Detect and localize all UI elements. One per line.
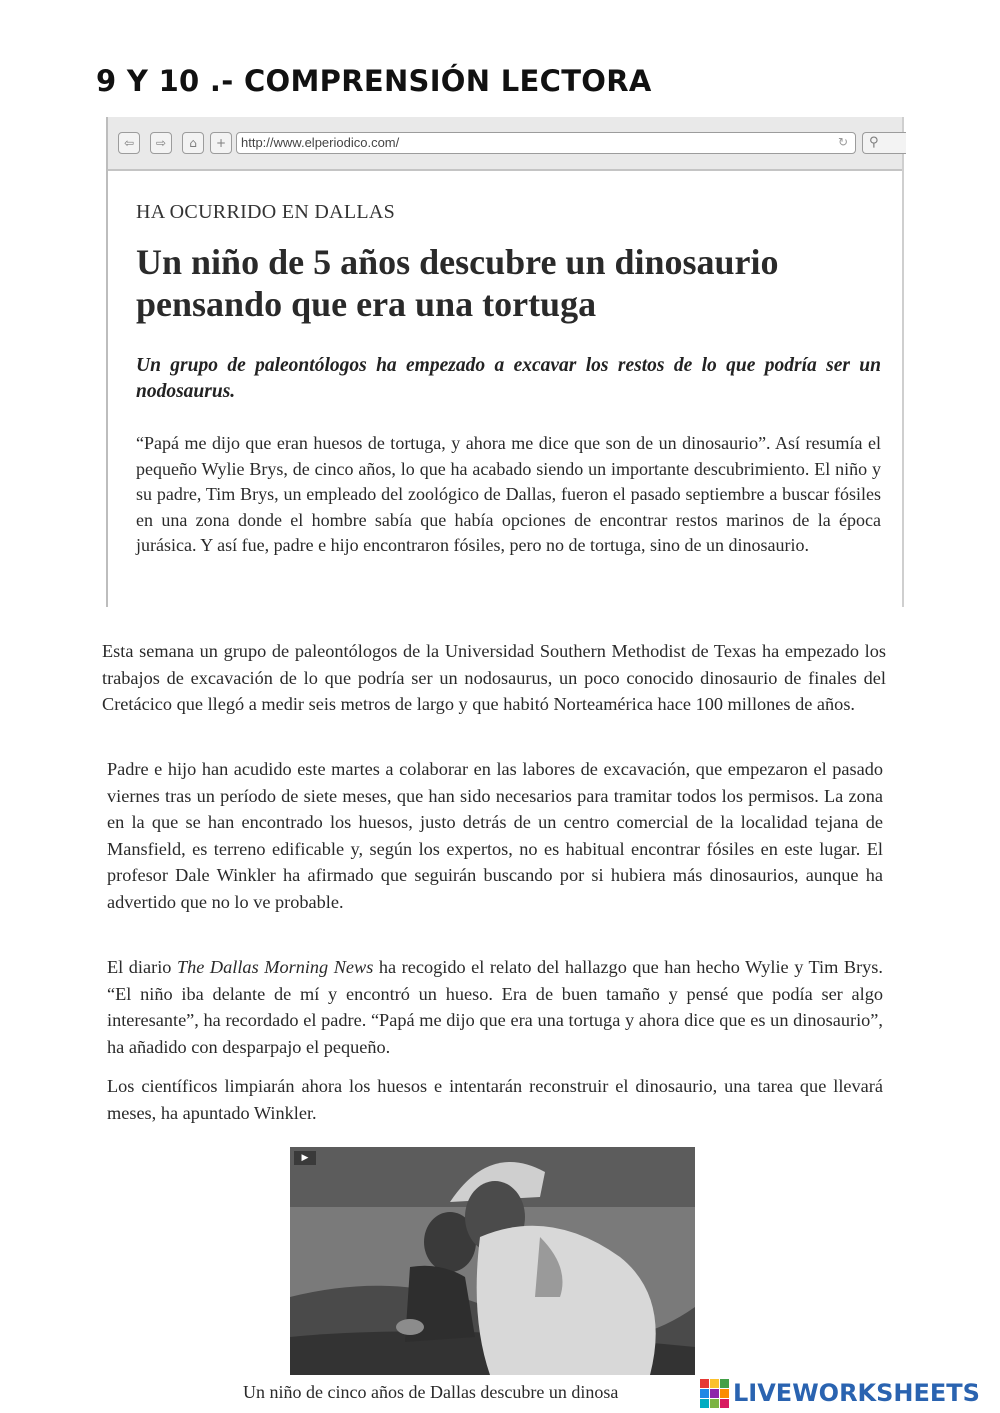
body-paragraph-1: Esta semana un grupo de paleontólogos de la Universidad Southern Methodist de Texas ha empezado los trabajos de excavación de lo que podría ser un nodosaurus, un poco conocido dinosaurio de finales del Cretácico que llegó a medir seis metros de largo y que habitó Norteamérica hace 100 millones de años. [102, 641, 886, 714]
logo-square [700, 1389, 709, 1398]
logo-square [720, 1379, 729, 1388]
logo-square [700, 1379, 709, 1388]
article-lead-paragraph: “Papá me dijo que eran huesos de tortuga, y ahora me dice que son de un dinosaurio”. Así resumía el pequeño Wylie Brys, de cinco años, lo que ha acabado siendo un importante descubrimiento. El niño y su padre, Tim Brys, un empleado del zoológico de Dallas, fueron el pasado septiembre a buscar fósiles en una zona donde el hombre sabía que había opciones de encontrar restos marinos de la época jurásica. Y así fue, padre e hijo encontraron fósiles, pero no de tortuga, sino de un dinosaurio. [136, 433, 881, 556]
article-photo [290, 1147, 695, 1375]
search-icon[interactable]: ⚲ [862, 132, 906, 154]
logo-square [710, 1399, 719, 1408]
newspaper-name: The Dallas Morning News [176, 957, 374, 977]
p3-text-before: El diario [107, 957, 177, 977]
logo-square [720, 1399, 729, 1408]
logo-square [700, 1399, 709, 1408]
p3-text-after: ha recogido el relato del hallazgo que han hecho Wylie y Tim Brys. “El niño iba delante de mí y encontró un hueso. Era de buen tamaño y pensé que podía ser algo interesante”, ha recordado el padre. “Papá me dijo que era una tortuga y ahora dice que es un dinosaurio”, ha añadido con desparpajo el pequeño. [107, 957, 883, 1057]
address-bar[interactable] [236, 132, 856, 154]
back-arrow-icon[interactable]: ⇦ [118, 132, 140, 154]
play-icon[interactable]: ▶ [294, 1151, 316, 1165]
article-subhead: Un grupo de paleontólogos ha empezado a excavar los restos de lo que podría ser un nodosaurus. [136, 355, 881, 402]
liveworksheets-watermark [700, 1376, 984, 1410]
logo-square [710, 1379, 719, 1388]
photo-caption: Un niño de cinco años de Dallas descubre un dinosa [243, 1382, 619, 1402]
url-text: http://www.elperiodico.com/ [241, 135, 400, 150]
browser-toolbar [108, 117, 902, 171]
browser-window [106, 117, 904, 607]
watermark-text: LIVEWORKSHEETS [733, 1379, 980, 1407]
logo-square [710, 1389, 719, 1398]
add-icon[interactable]: + [210, 132, 232, 154]
body-paragraph-3 [107, 954, 883, 1060]
body-paragraph-2: Padre e hijo han acudido este martes a colaborar en las labores de excavación, que empezaron el pasado viernes tras un período de siete meses, que han sido necesarios para tramitar todos los permisos. La zona en la que se han encontrado los huesos, justo detrás de un centro comercial de la localidad tejana de Mansfield, es terreno edificable y, según los expertos, no es habitual encontrar fósiles en este lugar. El profesor Dale Winkler ha afirmado que seguirán buscando por si hubiera más dinosaurios, aunque ha advertido que no lo ve probable. [107, 759, 883, 912]
liveworksheets-logo-icon [700, 1379, 729, 1408]
home-icon[interactable]: ⌂ [182, 132, 204, 154]
page-title: 9 Y 10 .- COMPRENSIÓN LECTORA [96, 64, 652, 98]
article-section-label: HA OCURRIDO EN DALLAS [136, 201, 396, 223]
logo-square [720, 1389, 729, 1398]
photo-illustration [290, 1147, 695, 1375]
article-headline: Un niño de 5 años descubre un dinosaurio pensando que era una tortuga [136, 242, 779, 324]
reload-icon[interactable]: ↻ [837, 135, 849, 149]
body-paragraph-4: Los científicos limpiarán ahora los huesos e intentarán reconstruir el dinosaurio, una tarea que llevará meses, ha apuntado Winkler. [107, 1076, 883, 1123]
forward-arrow-icon[interactable]: ⇨ [150, 132, 172, 154]
